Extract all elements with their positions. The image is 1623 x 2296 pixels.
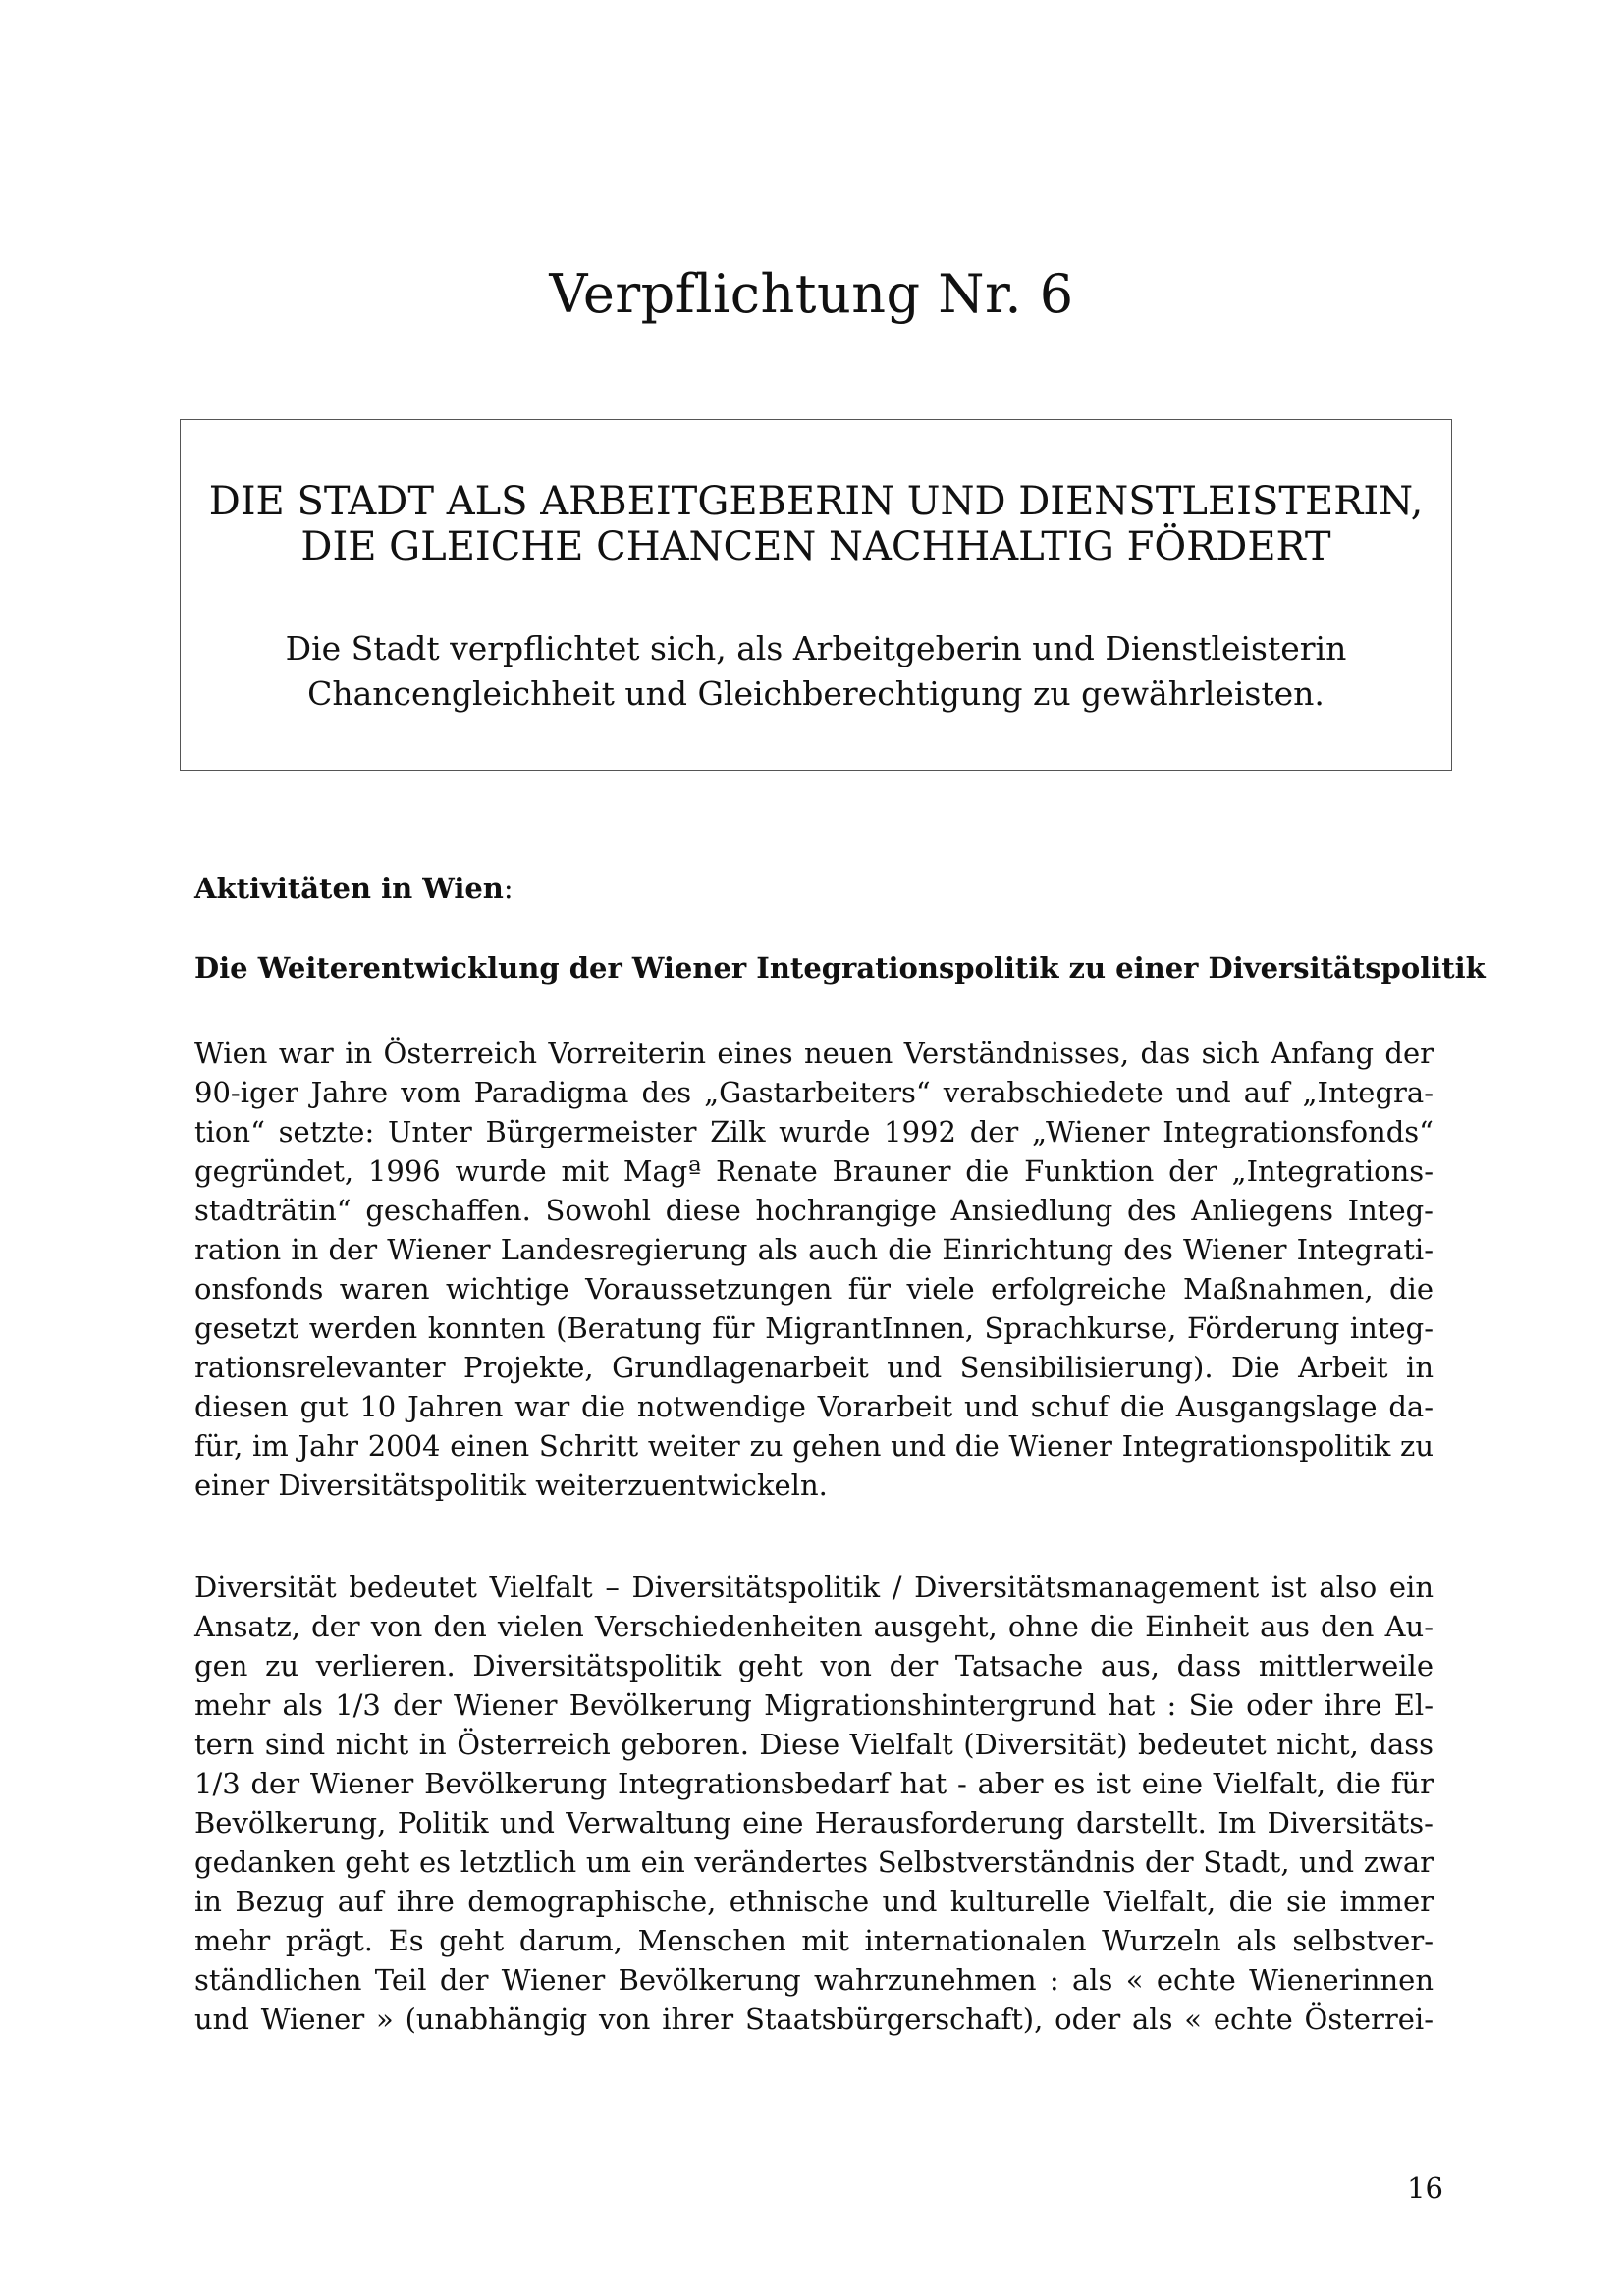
text-line: Wien war in Österreich Vorreiterin eines neuen Verständnisses, das sich Anfang der [194,1037,1434,1070]
box-subtitle-line: Chancengleichheit und Gleichberechtigung zu gewährleisten. [307,674,1325,713]
text-line: Ansatz, der von den vielen Verschiedenheiten ausgeht, ohne die Einheit aus den Au- [194,1610,1434,1643]
text-line: Bevölkerung, Politik und Verwaltung eine Herausforderung darstellt. Im Diversitäts- [194,1806,1434,1840]
body-paragraph-1 [194,1034,1434,1505]
page-title: Verpflichtung Nr. 6 [549,263,1074,325]
text-line: in Bezug auf ihre demographische, ethnische und kulturelle Vielfalt, die sie immer [194,1885,1434,1918]
text-line: rationsrelevanter Projekte, Grundlagenarbeit und Sensibilisierung). Die Arbeit in [194,1351,1434,1384]
box-heading-line: DIE STADT ALS ARBEITGEBERIN UND DIENSTLEISTERIN, [208,479,1424,524]
text-line: 90-iger Jahre vom Paradigma des „Gastarbeiters“ verabschiedete und auf „Integra- [194,1076,1434,1109]
section-heading: Die Weiterentwicklung der Wiener Integrationspolitik zu einer Diversitätspolitik [194,951,1486,985]
text-line: Diversität bedeutet Vielfalt – Diversitätspolitik / Diversitätsmanagement ist also ein [194,1571,1434,1604]
activities-label-colon: : [503,872,514,905]
text-line: diesen gut 10 Jahren war die notwendige Vorarbeit und schuf die Ausgangslage da- [194,1390,1434,1423]
text-line: tion“ setzte: Unter Bürgermeister Zilk wurde 1992 der „Wiener Integrationsfonds“ [194,1115,1434,1148]
text-line: ration in der Wiener Landesregierung als auch die Einrichtung des Wiener Integrati- [194,1233,1434,1266]
activities-label [194,872,514,905]
page-number: 16 [1407,2171,1443,2205]
text-line: für, im Jahr 2004 einen Schritt weiter zu gehen und die Wiener Integrationspolitik zu [194,1429,1434,1463]
text-line: gen zu verlieren. Diversitätspolitik geht von der Tatsache aus, dass mittlerweile [194,1649,1434,1682]
box-heading-line: DIE GLEICHE CHANCEN NACHHALTIG FÖRDERT [300,524,1331,569]
text-line: und Wiener » (unabhängig von ihrer Staatsbürgerschaft), oder als « echte Österrei- [194,2002,1434,2036]
text-line: mehr als 1/3 der Wiener Bevölkerung Migrationshintergrund hat : Sie oder ihre El- [194,1688,1434,1722]
text-line: gesetzt werden konnten (Beratung für MigrantInnen, Sprachkurse, Förderung integ- [194,1311,1434,1345]
text-line: onsfonds waren wichtige Voraussetzungen für viele erfolgreiche Maßnahmen, die [194,1272,1434,1306]
text-line: ständlichen Teil der Wiener Bevölkerung wahrzunehmen : als « echte Wienerinnen [194,1963,1434,1997]
commitment-box [180,419,1452,771]
text-line: 1/3 der Wiener Bevölkerung Integrationsbedarf hat - aber es ist eine Vielfalt, die für [194,1767,1434,1800]
text-line: einer Diversitätspolitik weiterzuentwickeln. [194,1468,828,1502]
text-line: stadträtin“ geschaffen. Sowohl diese hochrangige Ansiedlung des Anliegens Integ- [194,1194,1434,1227]
box-subtitle-line: Die Stadt verpflichtet sich, als Arbeitgeberin und Dienstleisterin [285,629,1347,667]
body-paragraph-2 [194,1568,1434,2039]
activities-label-text: Aktivitäten in Wien [194,872,504,905]
box-heading [181,479,1451,569]
text-line: mehr prägt. Es geht darum, Menschen mit internationalen Wurzeln als selbstver- [194,1924,1434,1957]
text-line: tern sind nicht in Österreich geboren. Diese Vielfalt (Diversität) bedeutet nicht, dass [194,1728,1434,1761]
text-line: gegründet, 1996 wurde mit Magª Renate Brauner die Funktion der „Integrations- [194,1154,1434,1188]
box-subtitle [181,626,1451,717]
text-line: gedanken geht es letztlich um ein verändertes Selbstverständnis der Stadt, und zwar [194,1845,1434,1879]
